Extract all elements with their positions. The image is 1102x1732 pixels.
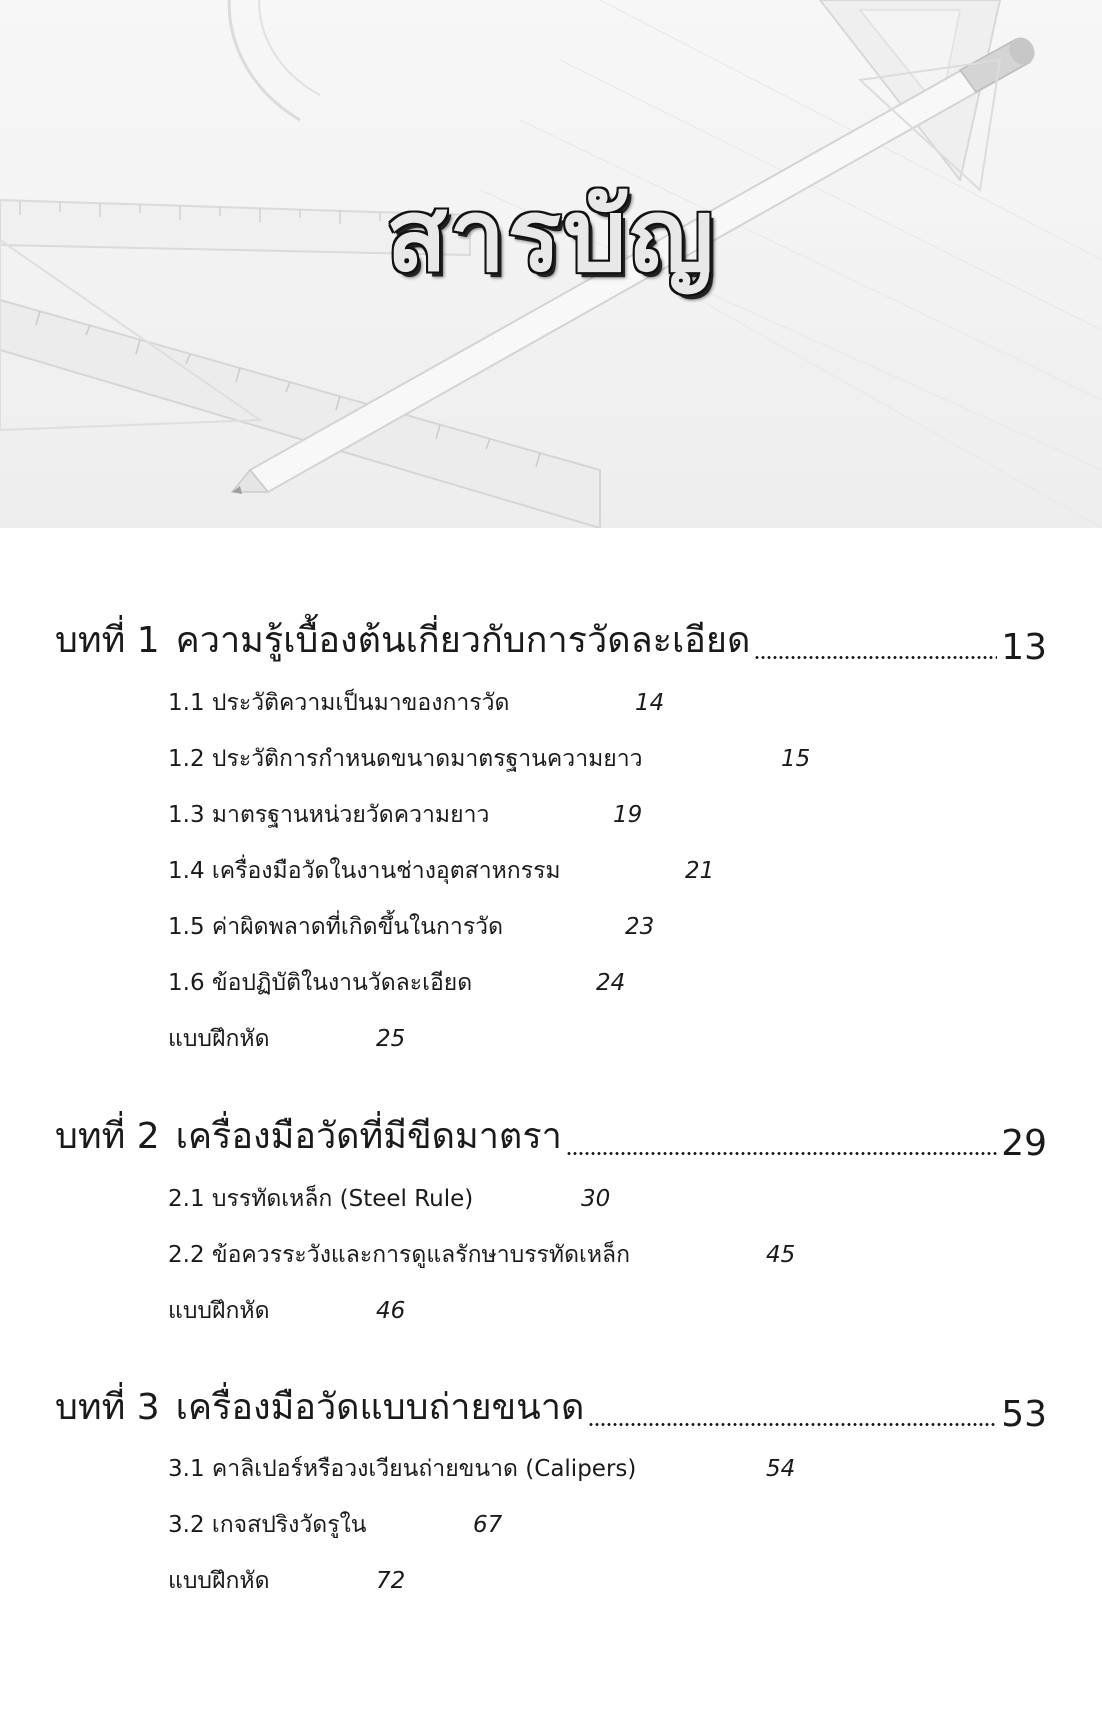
toc-entry-page: 23: [625, 914, 655, 940]
toc-entry-exercise[interactable]: แบบฝึกหัด: [168, 1026, 270, 1052]
chapter-label: บทที่ 2: [55, 1116, 160, 1157]
toc-entry-page: 15: [781, 746, 811, 772]
chapter-label: บทที่ 3: [55, 1387, 160, 1428]
chapter-title: เครื่องมือวัดที่มีขีดมาตรา: [175, 1116, 562, 1157]
toc-entry[interactable]: 1.5 ค่าผิดพลาดที่เกิดขึ้นในการวัด: [168, 914, 504, 940]
chapter-label: บทที่ 1: [55, 620, 160, 661]
toc-entry[interactable]: 3.2 เกจสปริงวัดรูใน: [168, 1512, 367, 1538]
toc-entry-exercise[interactable]: แบบฝึกหัด: [168, 1568, 270, 1594]
toc-entry-page: 72: [376, 1568, 406, 1594]
chapter-heading-1[interactable]: [55, 616, 1047, 668]
chapter-title: เครื่องมือวัดแบบถ่ายขนาด: [175, 1387, 585, 1428]
page-title: สารบัญ: [386, 177, 716, 294]
toc-entry-page: 67: [473, 1512, 503, 1538]
chapter-page-number: 53: [1001, 1394, 1047, 1435]
toc-entry-page: 21: [685, 858, 715, 884]
toc-entry-page: 19: [613, 802, 643, 828]
toc-entry-page: 54: [766, 1456, 796, 1482]
toc-entry-page: 14: [635, 690, 665, 716]
dot-leader: [588, 1423, 997, 1426]
header-banner: [0, 0, 1102, 528]
toc-entry[interactable]: 2.1 บรรทัดเหล็ก (Steel Rule): [168, 1186, 474, 1212]
toc-entry-exercise[interactable]: แบบฝึกหัด: [168, 1298, 270, 1324]
chapter-page-number: 13: [1001, 627, 1047, 668]
toc-entry-page: 45: [766, 1242, 796, 1268]
chapter-heading-3[interactable]: [55, 1383, 1047, 1435]
toc-entry[interactable]: 1.4 เครื่องมือวัดในงานช่างอุตสาหกรรม: [168, 858, 561, 884]
toc-entry-page: 24: [596, 970, 626, 996]
toc-entry[interactable]: 1.3 มาตรฐานหน่วยวัดความยาว: [168, 802, 490, 828]
toc-entry-page: 30: [581, 1186, 611, 1212]
toc-entry[interactable]: 1.1 ประวัติความเป็นมาของการวัด: [168, 690, 510, 716]
chapter-title: ความรู้เบื้องต้นเกี่ยวกับการวัดละเอียด: [175, 620, 751, 661]
dot-leader: [754, 656, 997, 659]
toc-entry-page: 25: [376, 1026, 406, 1052]
toc-entry-page: 46: [376, 1298, 406, 1324]
toc-entry[interactable]: 2.2 ข้อควรระวังและการดูแลรักษาบรรทัดเหล็ก: [168, 1242, 631, 1268]
toc-entry[interactable]: 1.2 ประวัติการกำหนดขนาดมาตรฐานความยาว: [168, 746, 643, 772]
toc-entry[interactable]: 3.1 คาลิเปอร์หรือวงเวียนถ่ายขนาด (Calipers): [168, 1456, 637, 1482]
toc-entry[interactable]: 1.6 ข้อปฏิบัติในงานวัดละเอียด: [168, 970, 473, 996]
chapter-heading-2[interactable]: [55, 1112, 1047, 1164]
chapter-page-number: 29: [1001, 1123, 1047, 1164]
dot-leader: [566, 1152, 997, 1155]
